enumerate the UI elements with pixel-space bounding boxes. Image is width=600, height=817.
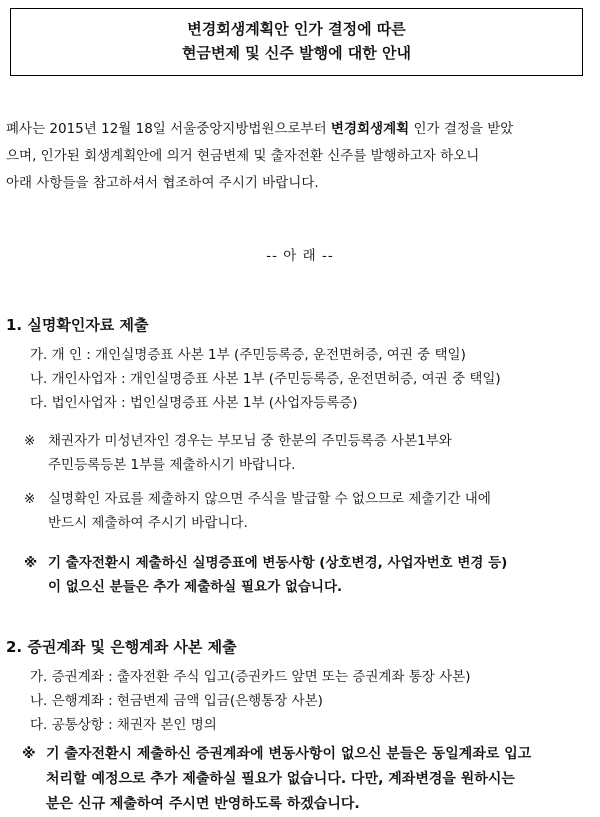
section-1-note-deadline [24,487,584,535]
section-1-title: 1. 실명확인자료 제출 [6,316,149,334]
section-2-title: 2. 증권계좌 및 은행계좌 사본 제출 [6,638,237,656]
note-line-2: 처리할 예정으로 추가 제출하실 필요가 없습니다. 다만, 계좌변경을 원하시는 [46,771,515,787]
intro-line-3: 아래 사항들을 참고하셔서 협조하여 주시기 바랍니다. [6,175,319,191]
note-mark: ※ [22,746,36,762]
note-line-1: 기 출자전환시 제출하신 증권계좌에 변동사항이 없으신 분들은 동일계좌로 입고 [46,746,532,762]
note-line-1: 기 출자전환시 제출하신 실명증표에 변동사항 (상호변경, 사업자번호 변경 등) [48,555,508,571]
note-line-2: 주민등록등본 1부를 제출하시기 바랍니다. [48,457,296,473]
title-line-1: 변경회생계획안 인가 결정에 따른 [187,20,406,38]
section-2-item-c: 다. 공통상항 : 채권자 본인 명의 [30,717,217,733]
section-1-note-no-change [24,551,584,599]
note-line-2: 반드시 제출하여 주시기 바랍니다. [48,515,248,531]
section-2-item-a: 가. 증권계좌 : 출자전환 주식 입고(증권카드 앞면 또는 증권계좌 통장 사본) [30,669,471,685]
note-mark: ※ [24,491,36,507]
intro-line-1-pre: 폐사는 2015년 12월 18일 서울중앙지방법원으로부터 [6,121,331,137]
note-line-3: 분은 신규 제출하여 주시면 반영하도록 하겠습니다. [46,796,360,812]
note-line-1: 실명확인 자료를 제출하지 않으면 주식을 발급할 수 없으므로 제출기간 내에 [48,491,491,507]
note-mark: ※ [24,555,38,571]
title-box [10,8,583,76]
intro-line-1 [6,116,594,143]
intro-paragraph [6,116,594,197]
section-2-note [22,742,592,817]
note-line-2: 이 없으신 분들은 추가 제출하실 필요가 없습니다. [48,579,343,595]
section-1-note-minor [24,429,584,477]
section-1-item-a: 가. 개 인 : 개인실명증표 사본 1부 (주민등록증, 운전면허증, 여권 중 택일) [30,347,466,363]
section-1-item-c: 다. 법인사업자 : 법인실명증표 사본 1부 (사업자등록증) [30,395,358,411]
section-1-item-b: 나. 개인사업자 : 개인실명증표 사본 1부 (주민등록증, 운전면허증, 여권 중 택일) [30,371,501,387]
section-2-item-b: 나. 은행계좌 : 현금변제 금액 입금(은행통장 사본) [30,693,323,709]
intro-line-2: 으며, 인가된 회생계획안에 의거 현금변제 및 출자전환 신주를 발행하고자 하오니 [6,148,480,164]
title-line-2: 현금변제 및 신주 발행에 대한 안내 [182,44,411,62]
intro-line-1-post: 인가 결정을 받았 [409,121,514,137]
section-divider: -- 아 래 -- [266,248,334,264]
note-line-1: 채권자가 미성년자인 경우는 부모님 중 한분의 주민등록증 사본1부와 [48,433,452,449]
intro-emphasis: 변경회생계획 [330,121,410,137]
note-mark: ※ [24,433,36,449]
